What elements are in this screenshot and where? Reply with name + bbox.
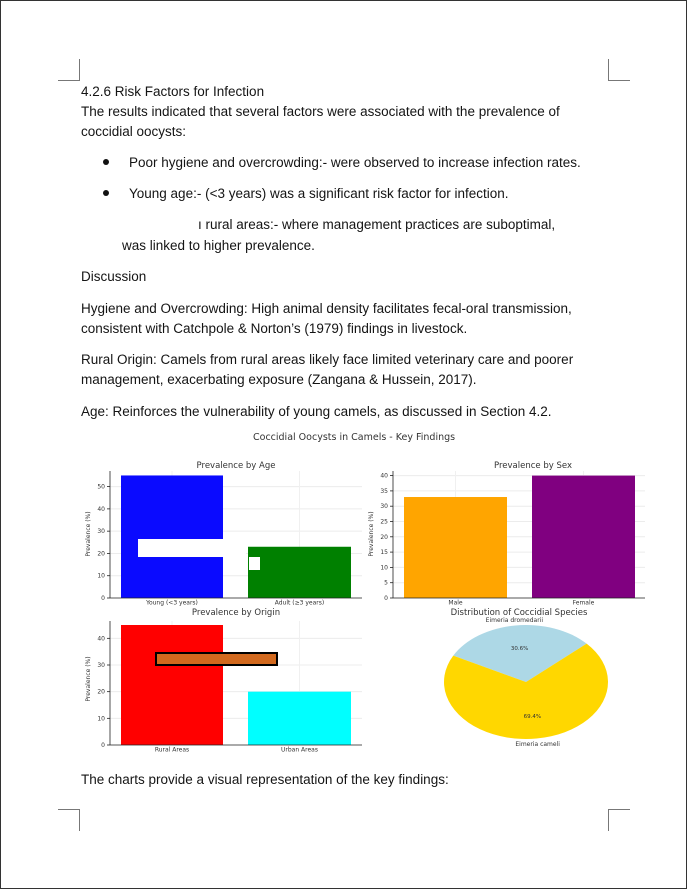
y-tick-label: 35 xyxy=(380,487,388,495)
bar-sex-1 xyxy=(404,497,507,598)
bar-sex-2 xyxy=(532,476,635,598)
para-age: Age: Reinforces the vulnerability of young camels, as discussed in Section 4.2. xyxy=(81,404,552,419)
x-tick-label: Female xyxy=(572,599,595,607)
y-tick-label: 10 xyxy=(380,564,388,572)
section-heading: 4.2.6 Risk Factors for Infection xyxy=(81,84,265,99)
chart-title: Prevalence by Age xyxy=(196,461,276,471)
chart-title: Prevalence by Origin xyxy=(191,608,281,618)
y-tick-label: 15 xyxy=(380,549,388,557)
x-tick-label: Urban Areas xyxy=(281,746,318,754)
y-tick-label: 0 xyxy=(101,595,105,602)
y-tick-label: 10 xyxy=(97,572,105,580)
bullet-hygiene: Poor hygiene and overcrowding:- were observed to increase infection rates. xyxy=(129,155,581,170)
y-tick-label: 40 xyxy=(97,505,105,513)
y-tick-label: 20 xyxy=(97,688,105,696)
y-axis-label: Prevalence (%) xyxy=(85,656,92,702)
y-tick-label: 40 xyxy=(97,635,105,643)
intro-line-1: The results indicated that several factors were associated with the prevalence of xyxy=(81,104,560,119)
x-tick-label: Male xyxy=(448,599,463,607)
bullet-rural-line-1: ı rural areas:- where management practices are suboptimal, xyxy=(198,217,556,232)
y-tick-label: 0 xyxy=(384,595,388,602)
white-artifact-patch xyxy=(138,539,246,557)
bullet-rural-line-2: was linked to higher prevalence. xyxy=(122,238,315,253)
y-tick-label: 20 xyxy=(97,550,105,558)
para-hygiene-line-1: Hygiene and Overcrowding: High animal density facilitates fecal-oral transmission, xyxy=(81,301,572,316)
bar-origin-1 xyxy=(121,625,223,745)
x-tick-label: Rural Areas xyxy=(154,746,190,754)
para-rural-line-1: Rural Origin: Camels from rural areas likely face limited veterinary care and poorer xyxy=(81,352,574,367)
chart-title: Prevalence by Sex xyxy=(494,461,572,471)
discussion-heading: Discussion xyxy=(81,269,147,284)
intro-line-2: coccidial oocysts: xyxy=(81,124,187,139)
figure-charts xyxy=(1,1,687,889)
pie-category-label: Eimeria cameli xyxy=(515,741,560,749)
figure-title: Coccidial Oocysts in Camels - Key Findings xyxy=(253,432,456,443)
x-tick-label: Young (<3 years) xyxy=(146,599,198,607)
y-tick-label: 30 xyxy=(380,503,388,511)
y-axis-label: Prevalence (%) xyxy=(368,511,375,557)
y-tick-label: 5 xyxy=(384,579,388,587)
y-tick-label: 0 xyxy=(101,742,105,749)
orange-artifact-box xyxy=(156,653,277,665)
white-artifact-notch xyxy=(249,557,260,570)
pie-value-label: 69.4% xyxy=(523,713,542,720)
bar-age-1 xyxy=(121,475,223,598)
x-tick-label: Adult (≥3 years) xyxy=(274,599,325,607)
y-tick-label: 40 xyxy=(380,472,388,480)
pie-category-label: Eimeria dromedarii xyxy=(485,616,544,624)
y-tick-label: 10 xyxy=(97,715,105,723)
para-rural-line-2: management, exacerbating exposure (Zangana & Hussein, 2017). xyxy=(81,372,477,387)
y-tick-label: 20 xyxy=(380,533,388,541)
y-tick-label: 50 xyxy=(97,483,105,491)
y-tick-label: 30 xyxy=(97,662,105,669)
closing-line: The charts provide a visual representation of the key findings: xyxy=(81,772,449,787)
y-tick-label: 30 xyxy=(97,528,105,536)
y-axis-label: Prevalence (%) xyxy=(85,511,92,557)
bar-origin-2 xyxy=(248,692,351,745)
pie-value-label: 30.6% xyxy=(510,646,529,653)
bar-age-2 xyxy=(248,547,351,598)
chart-title: Distribution of Coccidial Species xyxy=(450,608,588,618)
y-tick-label: 25 xyxy=(380,518,388,526)
bullet-young-age: Young age:- (<3 years) was a significant risk factor for infection. xyxy=(129,186,509,201)
para-hygiene-line-2: consistent with Catchpole & Norton’s (1979) findings in livestock. xyxy=(81,321,468,336)
